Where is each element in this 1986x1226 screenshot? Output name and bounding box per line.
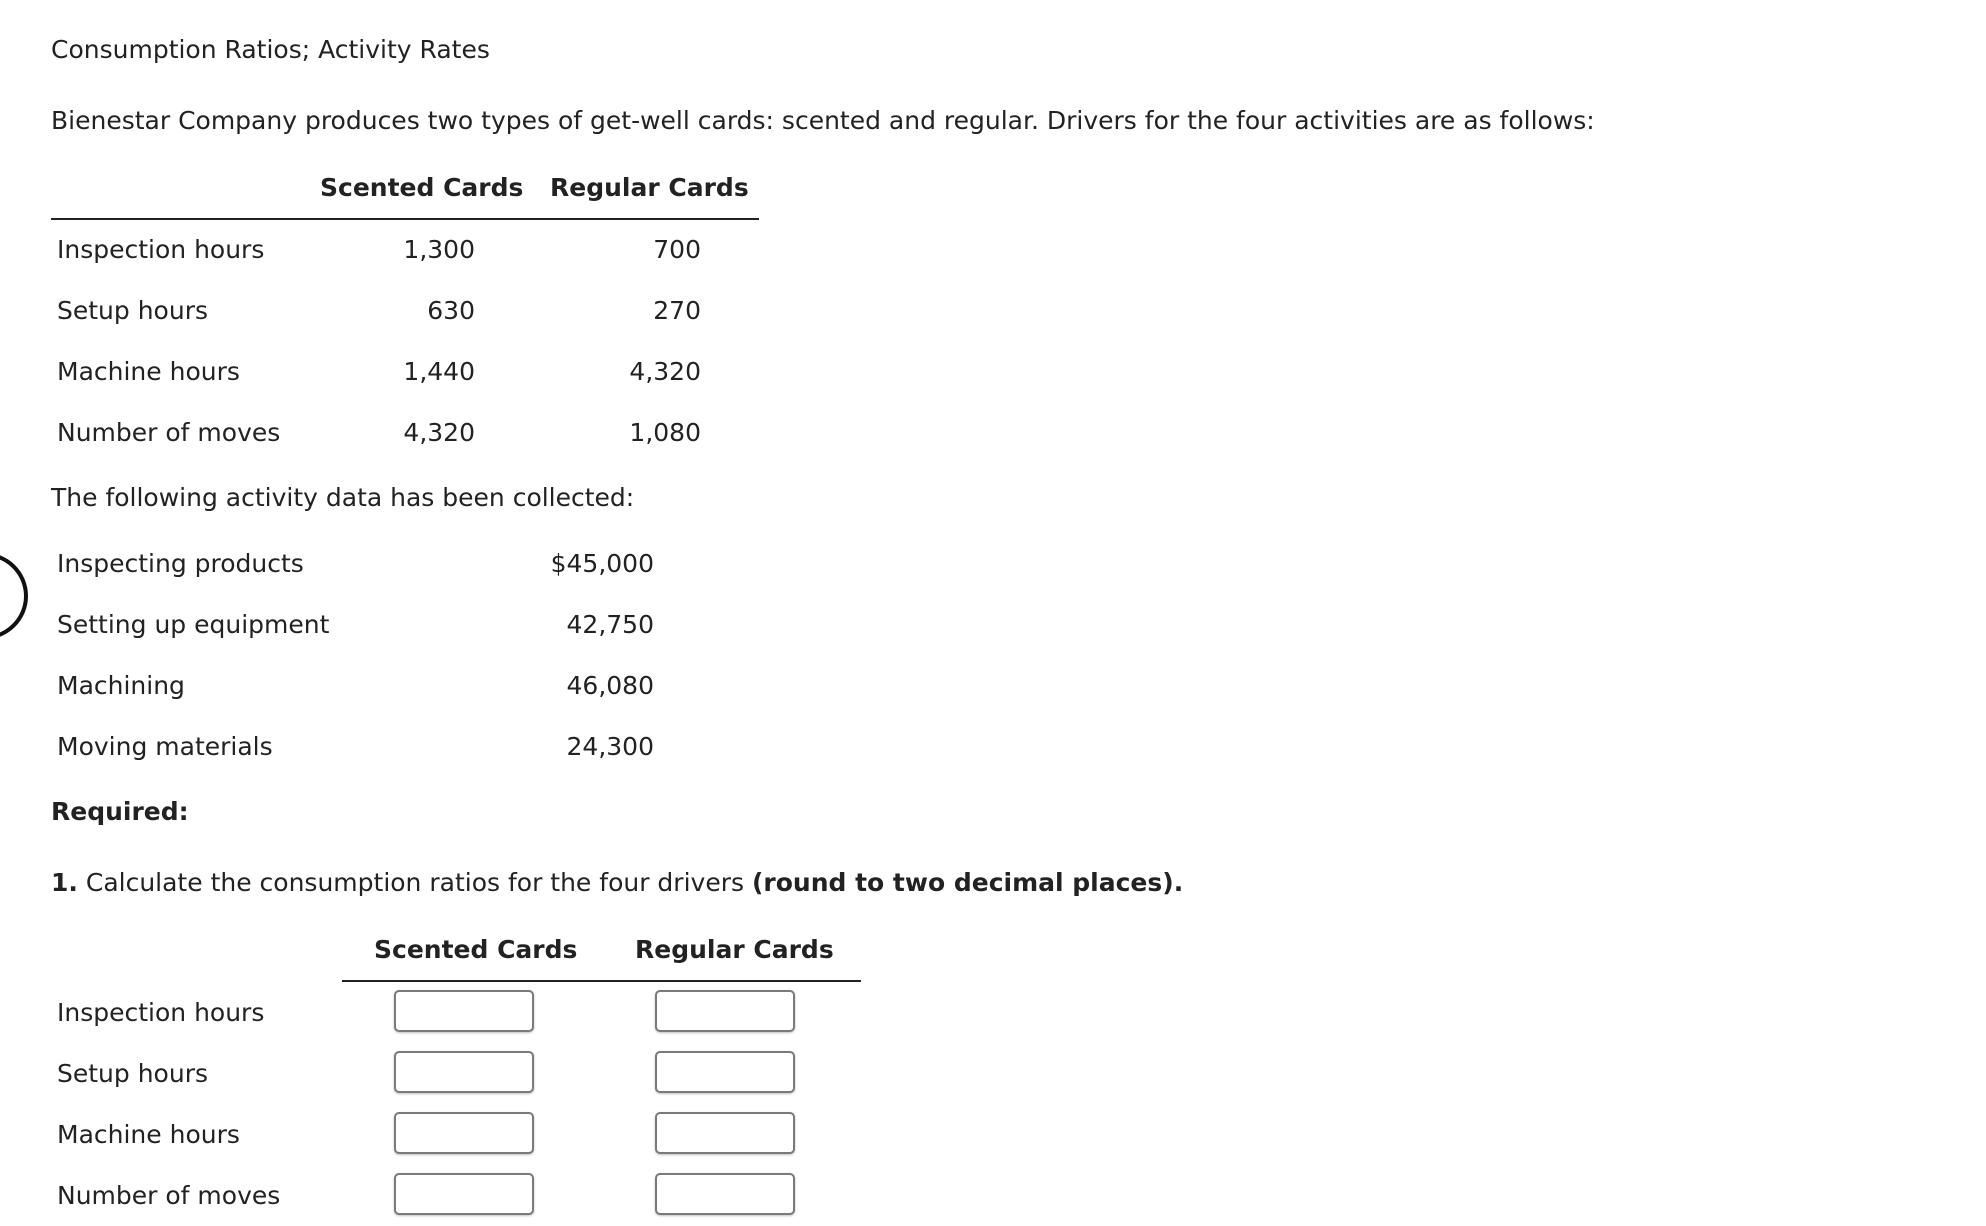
activity-label: Machining bbox=[57, 671, 185, 700]
drivers-header-rule bbox=[51, 218, 759, 220]
driver-regular-value: 700 bbox=[653, 235, 701, 264]
inspection-hours-scented-input[interactable] bbox=[394, 990, 534, 1032]
activity-value: 46,080 bbox=[566, 671, 654, 700]
driver-scented-value: 1,300 bbox=[403, 235, 475, 264]
question-1 bbox=[51, 868, 1183, 897]
driver-label: Setup hours bbox=[57, 296, 209, 325]
driver-label: Machine hours bbox=[57, 357, 240, 386]
driver-scented-value: 1,440 bbox=[403, 357, 475, 386]
answer-row-label: Setup hours bbox=[57, 1059, 209, 1088]
inspection-hours-regular-input[interactable] bbox=[655, 990, 795, 1032]
activity-label: Moving materials bbox=[57, 732, 273, 761]
number-of-moves-scented-input[interactable] bbox=[394, 1173, 534, 1215]
page-title: Consumption Ratios; Activity Rates bbox=[51, 35, 490, 64]
driver-regular-value: 1,080 bbox=[629, 418, 701, 447]
answer-header-rule bbox=[342, 980, 861, 982]
driver-regular-value: 270 bbox=[653, 296, 701, 325]
answer-header-regular: Regular Cards bbox=[635, 935, 834, 964]
activity-value: 24,300 bbox=[566, 732, 654, 761]
driver-scented-value: 4,320 bbox=[403, 418, 475, 447]
answer-row-label: Number of moves bbox=[57, 1181, 281, 1210]
activity-label: Setting up equipment bbox=[57, 610, 330, 639]
answer-header-scented: Scented Cards bbox=[374, 935, 578, 964]
intro-text: Bienestar Company produces two types of get-well cards: scented and regular. Drivers for the four activities are as follows: bbox=[51, 106, 1595, 135]
question-text: Calculate the consumption ratios for the four drivers bbox=[85, 868, 745, 897]
driver-regular-value: 4,320 bbox=[629, 357, 701, 386]
question-emphasis: (round to two decimal places). bbox=[751, 868, 1184, 897]
drivers-header-scented: Scented Cards bbox=[320, 173, 524, 202]
activity-value: $45,000 bbox=[550, 549, 654, 578]
driver-label: Inspection hours bbox=[57, 235, 265, 264]
activity-intro: The following activity data has been collected: bbox=[51, 483, 635, 512]
machine-hours-scented-input[interactable] bbox=[394, 1112, 534, 1154]
partial-circle-decoration bbox=[0, 552, 28, 640]
required-heading: Required: bbox=[51, 797, 189, 826]
driver-label: Number of moves bbox=[57, 418, 281, 447]
number-of-moves-regular-input[interactable] bbox=[655, 1173, 795, 1215]
driver-scented-value: 630 bbox=[427, 296, 475, 325]
answer-row-label: Machine hours bbox=[57, 1120, 240, 1149]
drivers-header-regular: Regular Cards bbox=[550, 173, 749, 202]
setup-hours-regular-input[interactable] bbox=[655, 1051, 795, 1093]
question-number: 1. bbox=[51, 868, 78, 897]
answer-row-label: Inspection hours bbox=[57, 998, 265, 1027]
activity-label: Inspecting products bbox=[57, 549, 304, 578]
activity-value: 42,750 bbox=[566, 610, 654, 639]
machine-hours-regular-input[interactable] bbox=[655, 1112, 795, 1154]
setup-hours-scented-input[interactable] bbox=[394, 1051, 534, 1093]
